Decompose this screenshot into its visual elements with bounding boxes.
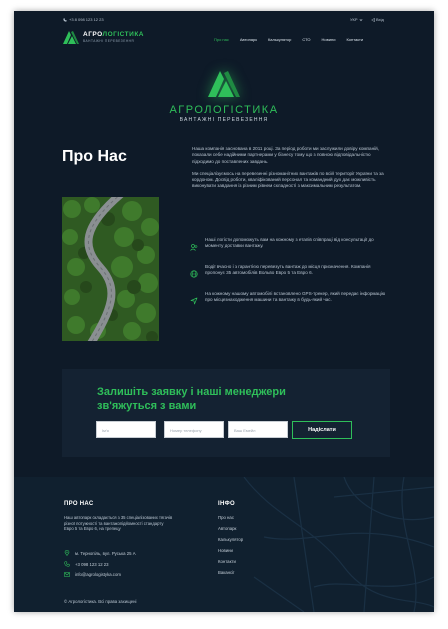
top-phone-link[interactable] — [63, 17, 104, 22]
copyright-text: © Агрологістика. Всі права захищені — [64, 599, 137, 604]
about-paragraph-2: Ми спеціалізуємось на перевезенні різноманітних вантажів по всій території України та за кордоном. Досвід роботи, кваліфікований персонал та командний дух дає можливість виконувати завдання із різним рівнем складності з максимальним результатом. — [192, 170, 384, 189]
hero-brand-tagline: ВАНТАЖНІ ПЕРЕВЕЗЕННЯ — [179, 117, 269, 123]
feature-text: На кожному нашому автомобілі встановлено GPS-трекер, який передає інформацію про місцезнаходження машини та вантажу в будь-який час. — [205, 291, 386, 303]
footer-address — [64, 550, 136, 556]
hero-brand-name: АГРОЛОГІСТИКА — [169, 104, 279, 116]
users-icon — [190, 244, 198, 251]
feature-text: Наші логісти допоможуть вам на кожному з етапів співпраці від консультації до моменту доставки вантажу. — [205, 237, 374, 249]
feature-item — [190, 291, 390, 310]
nav-item-contacts[interactable]: Контакти — [346, 37, 364, 42]
location-pin-icon — [64, 550, 70, 556]
logo-name-part2: ЛОГІСТИКА — [102, 31, 144, 38]
feature-item — [190, 237, 390, 256]
feature-text: Водії вчасно і з гарантією перевезуть вантаж до місця призначення. Компанія пропонує 35 автомобілів Вольво Евро 5 та Евро 6. — [205, 264, 371, 276]
footer-link-news[interactable]: Новини — [218, 548, 233, 553]
nav-item-service[interactable]: СТО — [302, 37, 311, 42]
footer-about-text: Наш автопарк складається з 35 спеціалізованих тягачів різної потужності та вантажопідйомності стандарту Евро 5 та Евро 6, на трепецу — [64, 515, 173, 532]
nav-item-about[interactable]: Про нас — [214, 37, 229, 42]
request-title: Залишіть заявку і наші менеджери зв'яжуться з вами — [97, 386, 286, 412]
phone-icon — [64, 561, 70, 567]
footer-link-contacts[interactable]: Контакти — [218, 559, 236, 564]
about-title: Про Нас — [62, 148, 127, 165]
footer-link-about[interactable]: Про нас — [218, 515, 234, 520]
page — [14, 11, 434, 612]
feature-item — [190, 264, 390, 283]
logo-name-part1: АГРО — [83, 31, 103, 38]
navigation-icon — [190, 297, 198, 305]
language-label: УКР — [350, 17, 358, 22]
language-select[interactable] — [350, 17, 363, 22]
login-label: Вхід — [376, 17, 384, 22]
footer-address-text: м. Тернопіль, вул. Руська 25 А — [75, 550, 136, 556]
name-input[interactable]: Ім'я — [96, 421, 156, 438]
nav-item-news[interactable]: Новини — [321, 37, 336, 42]
hero-logo-mark-icon — [208, 69, 240, 97]
globe-icon — [190, 270, 198, 278]
footer-phone-text: +3 098 123 12 23 — [75, 561, 109, 567]
chevron-down-icon — [359, 18, 363, 22]
nav-item-calculator[interactable]: Калькулятор — [267, 37, 292, 42]
logo-name — [83, 31, 144, 38]
footer-link-calculator[interactable]: Калькулятор — [218, 537, 244, 542]
footer-email-text: info@agrologistyka.com — [75, 572, 121, 577]
footer-email[interactable] — [64, 572, 121, 577]
submit-button[interactable]: Надіслати — [292, 421, 352, 439]
logo-tagline: ВАНТАЖНІ ПЕРЕВЕЗЕННЯ — [83, 39, 135, 43]
top-bar — [14, 11, 434, 27]
nav-item-fleet[interactable]: Автопарк — [239, 37, 257, 42]
hero-logo — [14, 69, 434, 123]
login-icon — [371, 18, 375, 22]
road-aerial-image — [62, 197, 159, 341]
footer-about-title: ПРО НАС — [64, 501, 94, 507]
footer-info-title: ІНФО — [218, 501, 235, 507]
feature-list — [190, 237, 390, 318]
mail-icon — [64, 572, 70, 577]
footer-phone[interactable] — [64, 561, 109, 567]
header — [14, 27, 434, 55]
header-logo[interactable] — [63, 30, 144, 44]
request-form-section — [62, 369, 390, 457]
email-input[interactable]: Ваш Емейл — [228, 421, 288, 438]
footer-link-fleet[interactable]: Автопарк — [218, 526, 237, 531]
phone-input[interactable]: Номер телефону — [164, 421, 224, 438]
phone-icon — [63, 18, 67, 22]
footer-links — [218, 515, 243, 581]
footer — [14, 477, 434, 612]
main-nav — [214, 37, 374, 42]
footer-link-vacancies[interactable]: Вакансії — [218, 570, 235, 575]
logo-mark-icon — [63, 30, 79, 44]
about-text — [192, 146, 388, 196]
about-paragraph-1: Наша компанія заснована в 2011 році. За період роботи ми заслужили довіру компаній, показали себе надійними партнерами у бізнесу тому що з повною відповідальністю підходимо до поставлених завдань. — [192, 146, 379, 164]
top-phone-text: +3 8 098 123 12 23 — [69, 17, 104, 22]
login-link[interactable] — [371, 17, 384, 22]
